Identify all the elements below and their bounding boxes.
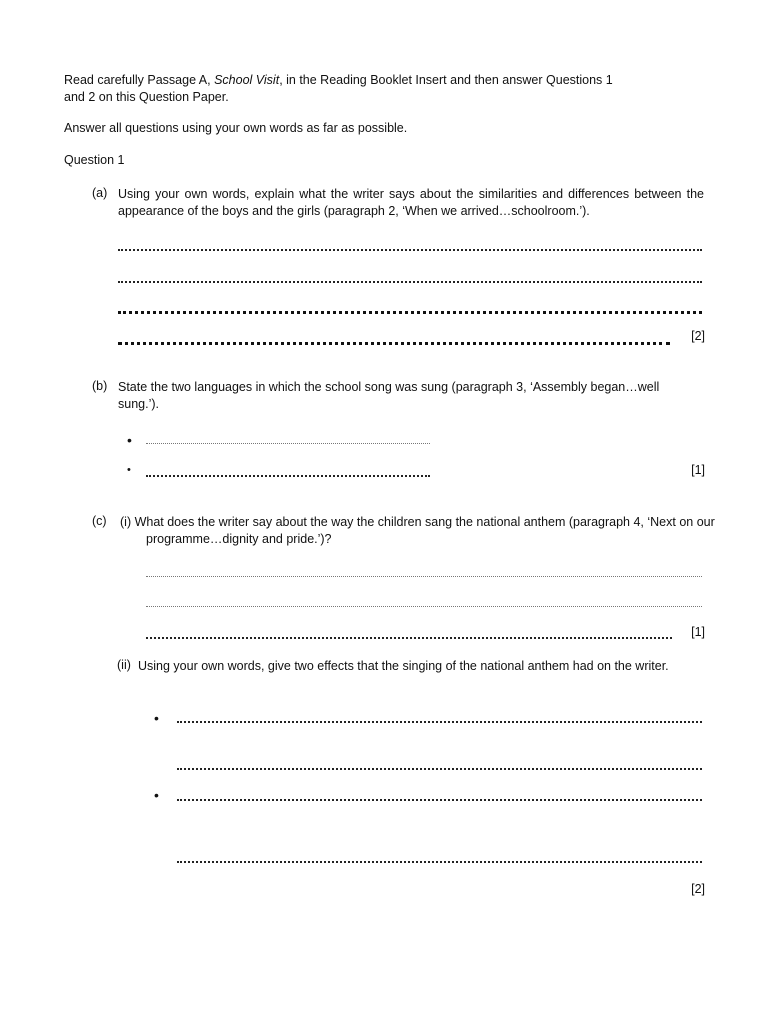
intro-part2: , in the Reading Booklet Insert and then answer Questions 1 [279,73,613,87]
answer-line-c6[interactable] [177,799,702,801]
answer-line-a3[interactable] [118,311,702,314]
qb-mark: [1] [691,463,705,477]
qa-label: (a) [92,186,108,200]
qc-ii-mark: [2] [691,882,705,896]
answer-line-a4[interactable] [118,342,670,345]
answer-line-a2[interactable] [118,281,702,283]
answer-line-b2[interactable] [146,475,430,477]
answer-line-c7[interactable] [177,861,702,863]
qb-bullet-2: • [127,464,131,476]
intro-part1: Read carefully Passage A, [64,73,215,87]
qa-mark: [2] [691,329,705,343]
answer-line-a1[interactable] [118,249,702,251]
answer-line-c1[interactable] [146,576,702,577]
qb-label: (b) [92,379,108,393]
qa-text: Using your own words, explain what the writer says about the similarities and differences between the appearance of the boys and the girls (paragraph 2, ‘When we arrived…schoolroom.’). [118,187,704,218]
qc-bullet-2: • [154,787,159,803]
qc-i-text: (i) What does the writer say about the way the children sang the national anthem (paragraph 4, ‘Next on our programme…dignity and pride.’)? [120,515,715,546]
intro-text [64,72,704,106]
answer-line-b1[interactable] [146,443,430,444]
answer-line-c3[interactable] [146,637,672,639]
instruction: Answer all questions using your own words as far as possible. [64,121,408,135]
qc-ii-label: (ii) [117,658,131,672]
qb-bullet-1: • [127,432,132,448]
qc-ii-text: Using your own words, give two effects that the singing of the national anthem had on the writer. [138,659,669,673]
qc-label: (c) [92,514,107,528]
answer-line-c4[interactable] [177,721,702,723]
passage-title: School Visit [214,73,280,87]
answer-line-c5[interactable] [177,768,702,770]
qc-bullet-1: • [154,710,159,726]
intro-line2: and 2 on this Question Paper. [64,90,229,104]
question-heading: Question 1 [64,153,125,167]
qc-i-mark: [1] [691,625,705,639]
answer-line-c2[interactable] [146,606,702,607]
qb-text: State the two languages in which the school song was sung (paragraph 3, ‘Assembly began…well sung.’). [118,380,660,411]
